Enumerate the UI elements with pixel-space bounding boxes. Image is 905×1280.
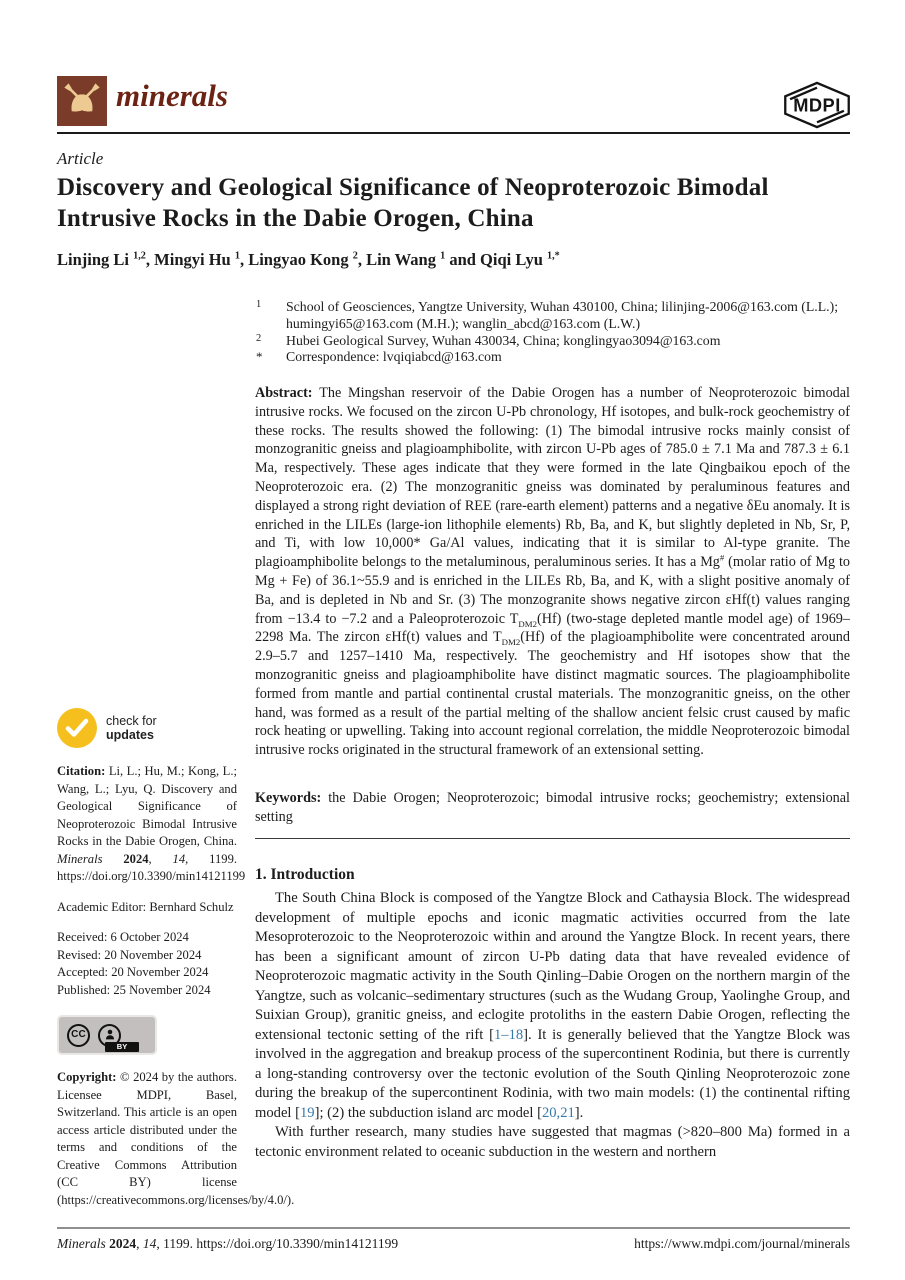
keywords-line: Keywords: the Dabie Orogen; Neoproterozoic; bimodal intrusive rocks; geochemistry; extensional setting	[255, 790, 850, 825]
footer-rule	[57, 1227, 850, 1229]
footer-journal-url: https://www.mdpi.com/journal/minerals	[634, 1236, 850, 1251]
affiliation-item-1	[255, 299, 851, 333]
header-rule	[57, 132, 850, 134]
check-icon	[57, 708, 97, 748]
check-updates-label: check for updates	[106, 714, 157, 742]
published-line: Published: 25 November 2024	[57, 982, 211, 997]
abstract-paragraph: Abstract: The Mingshan reservoir of the Dabie Orogen has a number of Neoproterozoic bimodal intrusive rocks. We focused on the zircon U-Pb chronology, Hf isotopes, and bulk-rock geochemistry of these rocks. The results showed the following: (1) The bimodal intrusive rocks mainly consist of monzogranitic gneiss and plagioamphibolite, with zircon U-Pb ages of 785.0 ± 7.1 Ma and 787.3 ± 6.1 Ma, respectively. These ages indicate that they were formed in the late Qingbaikou epoch of the Neoproterozoic era. (2) The monzogranitic gneiss was dominated by peraluminous features and displayed a strong right deviation of REE (rare-earth element) patterns and a negative δEu anomaly. It is enriched in the LILEs (large-ion lithophile elements) Rb, Ba, and K, but slightly depleted in Nb, Sr, P, and Ti, with low 10,000* Ga/Al values, indicating that it is similar to Al-type granite. The plagioamphibolite belongs to the metaluminous, peraluminous series. It has a Mg# (molar ratio of Mg to Mg + Fe) of 36.1~55.9 and is enriched in the LILEs Rb, Ba, and K, with a slight positive anomaly of Ba, and is depleted in Nb and Sr. (3) The monzogranite shows negative zircon εHf(t) values ranging from −13.4 to −7.2 and a Paleoproterozoic $T_{DM2}(Hf)$ (two-stage depleted mantle model age) of 1969–2298 Ma. The zircon εHf(t) values and $T_{DM2}(Hf)$ of the plagioamphibolite were concentrated around 2.9–5.7 and 1257–1410 Ma, respectively. The geochemistry and Hf isotopes show that the monzogranitic gneiss and plagioamphibolite have distinct magmatic sources. The plagioamphibolite formed from mantle and partial continental crustal materials. The monzogranitic gneiss, on the other hand, was formed as a result of the partial melting of the shallow ancient felsic crust caused by mafic rock heating or upwelling. Taking into account regional correlation, the middle Neoproterozoic bimodal intrusive rocks originated in the structural framework of an extensional setting.	[255, 385, 850, 759]
cc-icon: CC	[67, 1024, 90, 1047]
affiliation-list	[255, 299, 851, 366]
svg-text:MDPI: MDPI	[793, 94, 841, 116]
cc-by-license-badge[interactable]	[57, 1015, 157, 1055]
introduction-body	[255, 889, 850, 1162]
introduction-heading: 1. Introduction	[255, 866, 355, 883]
crossed-shovels-icon	[57, 76, 107, 126]
accepted-line: Accepted: 20 November 2024	[57, 965, 209, 979]
affiliation-item-correspondence	[255, 349, 851, 366]
paper-title: Discovery and Geological Significance of Neoproterozoic Bimodal Intrusive Rocks in the Dabie Orogen, China	[57, 174, 769, 232]
article-meta-sidebar	[57, 708, 295, 1209]
affiliation-marker: *	[256, 349, 263, 365]
affiliation-marker: 1	[256, 299, 262, 310]
reference-link[interactable]: 19	[300, 1104, 315, 1121]
revised-line: Revised: 20 November 2024	[57, 947, 202, 962]
affiliation-marker: 2	[256, 332, 262, 344]
footer-journal-reference: Minerals 2024, 14, 1199. https://doi.org/10.3390/min14121199	[57, 1236, 399, 1251]
check-for-updates-badge[interactable]	[57, 708, 237, 748]
by-label: BY	[105, 1042, 139, 1052]
affiliation-text: Correspondence: lvqiqiabcd@163.com	[286, 349, 502, 365]
copyright-block: Copyright: © 2024 by the authors. Licensee MDPI, Basel, Switzerland. This article is an open access article distributed under the terms and conditions of the Creative Commons Attribution (CC BY) license (https://creativecommons.org/licenses/by/4.0/).	[57, 1070, 295, 1207]
dates-block	[57, 929, 237, 999]
academic-editor-line: Academic Editor: Bernhard Schulz	[57, 899, 234, 914]
received-line: Received: 6 October 2024	[57, 930, 189, 944]
minerals-journal-logo	[57, 76, 107, 126]
affiliation-text: Hubei Geological Survey, Wuhan 430034, China; konglingyao3094@163.com	[286, 332, 721, 348]
citation-block: Citation: Li, L.; Hu, M.; Kong, L.; Wang, L.; Lyu, Q. Discovery and Geological Significance of Neoproterozoic Bimodal Intrusive Rocks in the Dabie Orogen, China. Minerals 2024, 14, 1199. https://doi.org/10.3390/min14121199	[57, 764, 246, 883]
journal-name: minerals	[116, 78, 228, 113]
mdpi-logo	[781, 80, 853, 130]
affiliation-item-2	[255, 333, 851, 350]
intro-paragraph-2: With further research, many studies have suggested that magmas (>820–800 Ma) formed in a tectonic environment related to oceanic subduction in the western and northern	[255, 1124, 850, 1160]
intro-paragraph-1: The South China Block is composed of the Yangtze Block and Cathaysia Block. The widespread development of multiple epochs and iconic magmatic activities occurred from the late Mesoproterozoic to the Neoproterozoic within and around the Yangtze Block. In recent years, there has been a significant amount of zircon U-Pb dating data that have revealed evidence of Neoproterozoic magmatic activity in the South Qinling–Dabie Orogen on the northern margin of the Yangtze, such as volcanic–sedimentary structures (such as the Wudang Group, Yaolinghe Group, and Suixian Group), granitic gneiss, and eclogite protoliths in the eastern Dabie Orogen, reflecting the extensional tectonic setting of the rift [1–18]. It is generally believed that the Yangtze Block was involved in the aggregation and breakup process of the supercontinent Rodinia, but there is currently a long-standing controversy over the tectonic evolution of the South Qinling Neoproterozoic zone during the breakup of the supercontinent Rodinia, with two main models: (1) the continental rifting model [19]; (2) the subduction island arc model [20,21].	[255, 890, 850, 1121]
keywords-divider	[255, 838, 850, 839]
reference-link[interactable]: 1–18	[493, 1026, 524, 1043]
affiliation-text: School of Geosciences, Yangtze University, Wuhan 430100, China; lilinjing-2006@163.com (L.L.); humingyi65@163.com (M.H.); wanglin_abcd@163.com (L.W.)	[286, 299, 839, 331]
article-type-label: Article	[57, 149, 104, 168]
authors-line: Linjing Li $^{1,2}$, Mingyi Hu $^1$, Lingyao Kong $^2$, Lin Wang $^1$ and Qiqi Lyu $^{1,*}$	[57, 250, 560, 269]
reference-link[interactable]: 20,21	[541, 1104, 575, 1121]
